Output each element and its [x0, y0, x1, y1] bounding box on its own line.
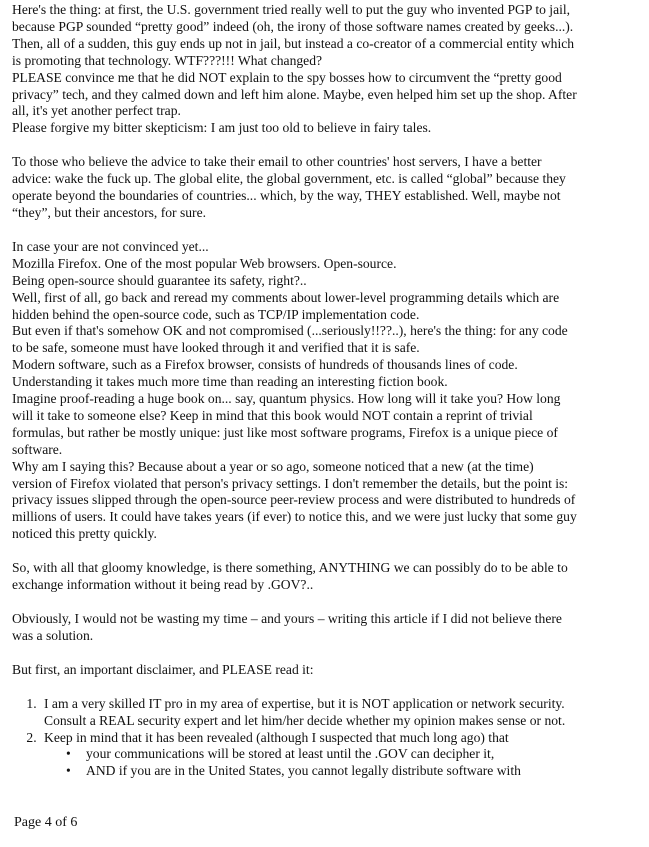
paragraph-pgp — [12, 2, 640, 137]
disclaimer-list — [12, 696, 640, 781]
text-line: privacy” tech, and they calmed down and left him alone. Maybe, even helped him set up the shop. After — [12, 86, 577, 102]
text-line: Mozilla Firefox. One of the most popular Web browsers. Open-source. — [12, 255, 397, 271]
disclaimer-item-2 — [40, 730, 640, 781]
text-line: In case your are not convinced yet... — [12, 238, 209, 254]
text-line: Then, all of a sudden, this guy ends up not in jail, but instead a co-creator of a commercial entity which — [12, 35, 575, 51]
text-line: To those who believe the advice to take their email to other countries' host servers, I have a better — [12, 154, 542, 170]
text-line: was a solution. — [12, 627, 94, 643]
text-line: Obviously, I would not be wasting my time – and yours – writing this article if I did not believe there — [12, 611, 562, 626]
text-line: Well, first of all, go back and reread my comments about lower-level programming details which are — [12, 289, 560, 305]
text-line: software. — [12, 441, 63, 457]
paragraph-solution — [12, 611, 640, 645]
text-line: Being open-source should guarantee its safety, right?.. — [12, 272, 307, 288]
paragraph-firefox — [12, 239, 640, 543]
paragraph-spacer — [12, 645, 640, 662]
text-line: will it take to someone else? Keep in mind that this book would NOT contain a reprint of trivial — [12, 407, 533, 423]
text-line: formulas, but rather be mostly unique: just like most software programs, Firefox is a unique piece of — [12, 424, 558, 440]
paragraph-spacer — [12, 679, 640, 696]
document-page — [12, 2, 640, 780]
paragraph-global-elite — [12, 154, 640, 222]
text-line: all, it's yet another perfect trap. — [12, 103, 181, 119]
page-number-footer: Page 4 of 6 — [14, 815, 78, 830]
disclaimer-sub-list — [44, 746, 640, 780]
text-line: millions of users. It could have takes years (if ever) to notice this, and we were just lucky that some guy — [12, 509, 577, 525]
text-line: privacy issues slipped through the open-source peer-review process and were distributed to hundreds of — [12, 492, 576, 508]
text-line: Modern software, such as a Firefox browser, consists of hundreds of thousands lines of code. — [12, 357, 518, 373]
paragraph-spacer — [12, 594, 640, 611]
paragraph-spacer — [12, 222, 640, 239]
disclaimer-bullet: • AND if you are in the United States, you cannot legally distribute software with — [74, 763, 640, 780]
text-line: to be safe, someone must have looked through it and verified that it is safe. — [12, 340, 420, 356]
text-line: version of Firefox violated that person's privacy settings. I don't remember the details, but the point is: — [12, 475, 569, 491]
paragraph-spacer — [12, 543, 640, 560]
text-line: But first, an important disclaimer, and PLEASE read it: — [12, 661, 314, 677]
text-line: Here's the thing: at first, the U.S. government tried really well to put the guy who invented PGP to jail, — [12, 2, 571, 17]
text-line: Please forgive my bitter skepticism: I am just too old to believe in fairy tales. — [12, 120, 432, 136]
text-line: Consult a REAL security expert and let him/her decide whether my opinion makes sense or not. — [44, 712, 566, 728]
disclaimer-item-1 — [40, 696, 640, 730]
text-line: 1. I am a very skilled IT pro in my area of expertise, but it is NOT application or network security. — [44, 695, 565, 711]
text-line: “they”, but their ancestors, for sure. — [12, 204, 207, 220]
disclaimer-bullet: • your communications will be stored at least until the .GOV can decipher it, — [74, 746, 640, 763]
text-line: PLEASE convince me that he did NOT explain to the spy bosses how to circumvent the “pretty good — [12, 69, 562, 85]
text-line: operate beyond the boundaries of countries... which, by the way, THEY established. Well, maybe not — [12, 188, 561, 204]
text-line: So, with all that gloomy knowledge, is there something, ANYTHING we can possibly do to be able to — [12, 560, 568, 576]
text-line: because PGP sounded “pretty good” indeed (oh, the irony of those software names created by geeks...). — [12, 18, 574, 34]
text-line: hidden behind the open-source code, such as TCP/IP implementation code. — [12, 306, 420, 322]
text-line: 2. Keep in mind that it has been revealed (although I suspected that much long ago) that — [44, 729, 509, 745]
text-line: advice: wake the fuck up. The global elite, the global government, etc. is called “global” because they — [12, 171, 566, 187]
paragraph-spacer — [12, 137, 640, 154]
text-line: exchange information without it being read by .GOV?.. — [12, 577, 314, 593]
text-line: Understanding it takes much more time than reading an interesting fiction book. — [12, 374, 448, 390]
text-line: is promoting that technology. WTF???!!! What changed? — [12, 52, 323, 68]
text-line: Why am I saying this? Because about a year or so ago, someone noticed that a new (at the time) — [12, 458, 534, 474]
paragraph-gloomy — [12, 560, 640, 594]
text-line: Imagine proof-reading a huge book on... say, quantum physics. How long will it take you? How long — [12, 391, 561, 407]
text-line: But even if that's somehow OK and not compromised (...seriously!!??..), here's the thing: for any code — [12, 323, 568, 339]
paragraph-disclaimer-intro — [12, 662, 640, 679]
text-line: noticed this pretty quickly. — [12, 526, 157, 542]
